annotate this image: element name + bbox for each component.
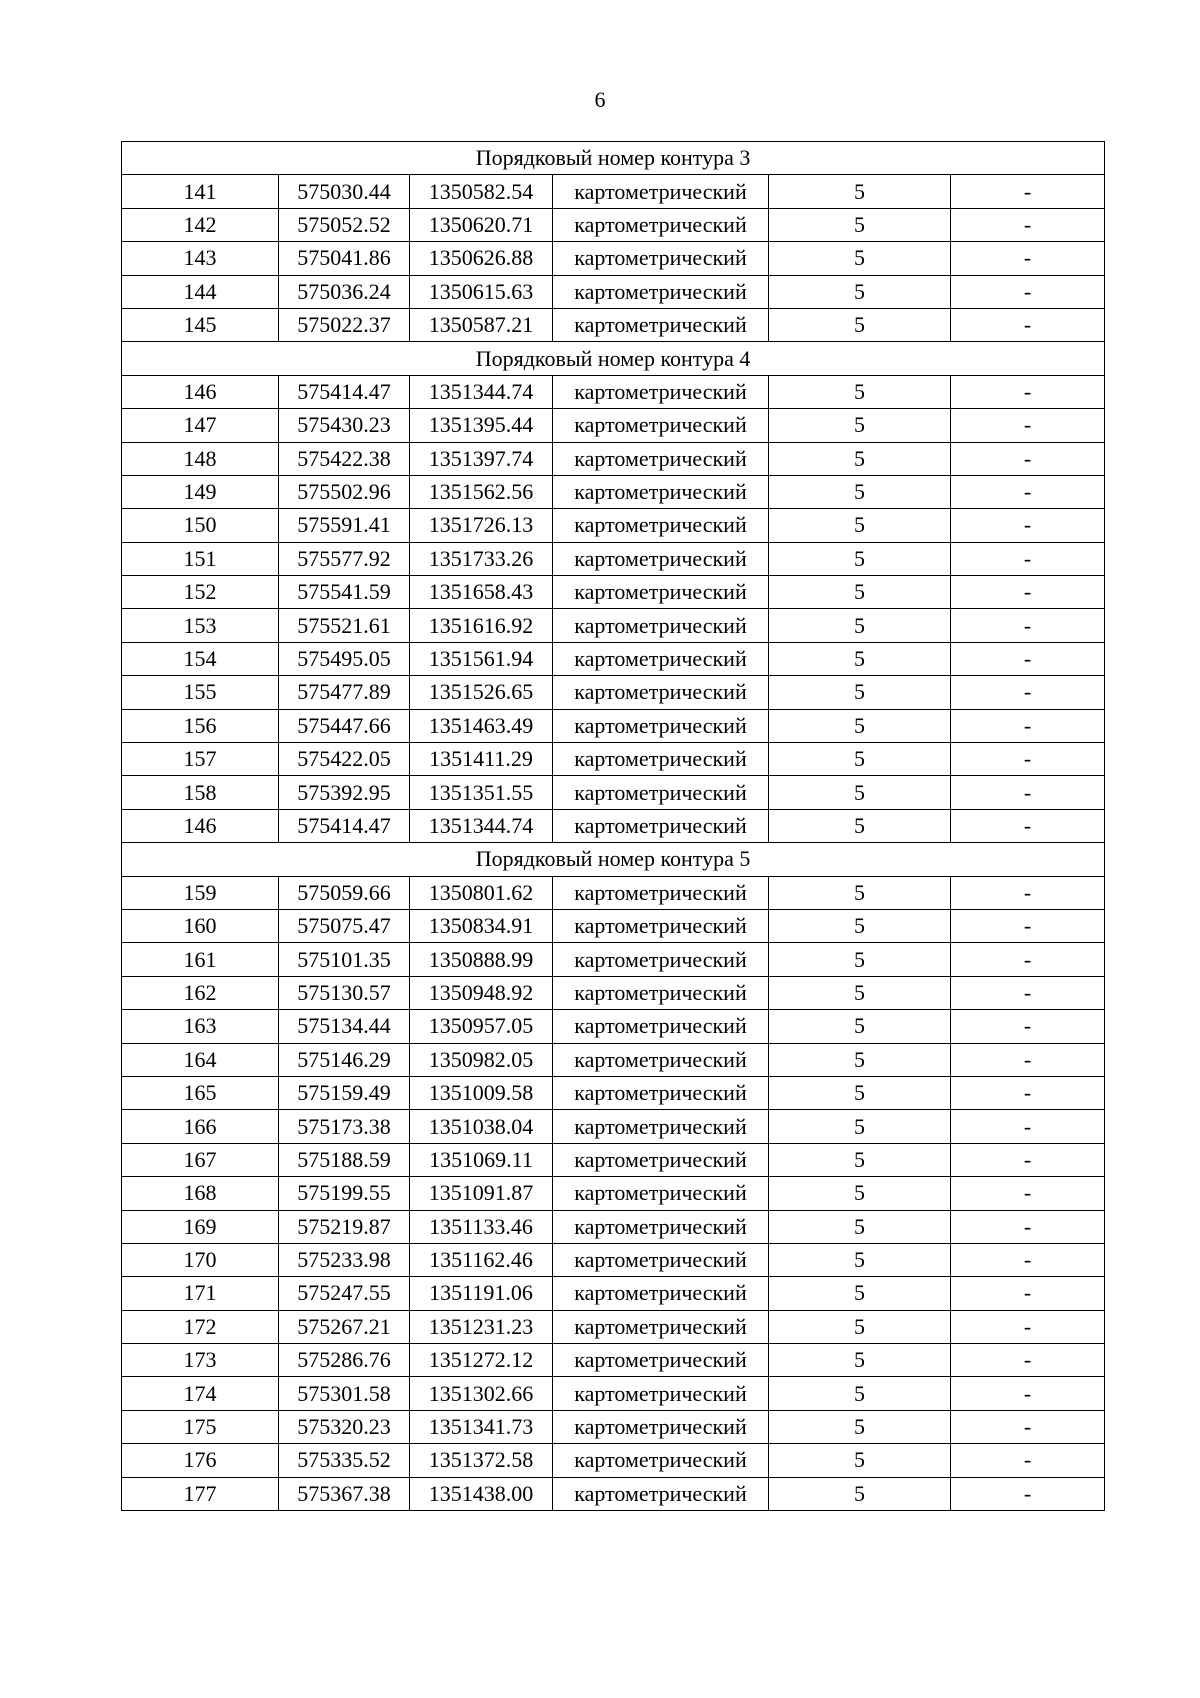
method-cell: картометрический bbox=[553, 375, 769, 408]
y-coordinate-cell: 1351372.58 bbox=[410, 1444, 553, 1477]
accuracy-cell: 5 bbox=[769, 1377, 951, 1410]
table-row bbox=[122, 1310, 1105, 1343]
x-coordinate-cell: 575188.59 bbox=[279, 1143, 410, 1176]
x-coordinate-cell: 575367.38 bbox=[279, 1477, 410, 1510]
description-cell: - bbox=[951, 275, 1105, 308]
contour-header: Порядковый номер контура 4 bbox=[122, 342, 1105, 375]
description-cell: - bbox=[951, 642, 1105, 675]
accuracy-cell: 5 bbox=[769, 1010, 951, 1043]
table-row bbox=[122, 943, 1105, 976]
table-row bbox=[122, 709, 1105, 742]
table-row bbox=[122, 1177, 1105, 1210]
y-coordinate-cell: 1350582.54 bbox=[410, 175, 553, 208]
accuracy-cell: 5 bbox=[769, 475, 951, 508]
point-number-cell: 146 bbox=[122, 809, 279, 842]
table-row bbox=[122, 1243, 1105, 1276]
description-cell: - bbox=[951, 1444, 1105, 1477]
description-cell: - bbox=[951, 1377, 1105, 1410]
x-coordinate-cell: 575502.96 bbox=[279, 475, 410, 508]
method-cell: картометрический bbox=[553, 576, 769, 609]
y-coordinate-cell: 1350957.05 bbox=[410, 1010, 553, 1043]
x-coordinate-cell: 575036.24 bbox=[279, 275, 410, 308]
y-coordinate-cell: 1350982.05 bbox=[410, 1043, 553, 1076]
y-coordinate-cell: 1351658.43 bbox=[410, 576, 553, 609]
accuracy-cell: 5 bbox=[769, 175, 951, 208]
description-cell: - bbox=[951, 809, 1105, 842]
y-coordinate-cell: 1351009.58 bbox=[410, 1076, 553, 1109]
accuracy-cell: 5 bbox=[769, 909, 951, 942]
table-row bbox=[122, 909, 1105, 942]
description-cell: - bbox=[951, 509, 1105, 542]
accuracy-cell: 5 bbox=[769, 576, 951, 609]
method-cell: картометрический bbox=[553, 442, 769, 475]
x-coordinate-cell: 575159.49 bbox=[279, 1076, 410, 1109]
accuracy-cell: 5 bbox=[769, 642, 951, 675]
y-coordinate-cell: 1351133.46 bbox=[410, 1210, 553, 1243]
description-cell: - bbox=[951, 1110, 1105, 1143]
x-coordinate-cell: 575075.47 bbox=[279, 909, 410, 942]
description-cell: - bbox=[951, 442, 1105, 475]
method-cell: картометрический bbox=[553, 642, 769, 675]
y-coordinate-cell: 1351038.04 bbox=[410, 1110, 553, 1143]
description-cell: - bbox=[951, 909, 1105, 942]
y-coordinate-cell: 1350801.62 bbox=[410, 876, 553, 909]
y-coordinate-cell: 1350626.88 bbox=[410, 242, 553, 275]
x-coordinate-cell: 575267.21 bbox=[279, 1310, 410, 1343]
x-coordinate-cell: 575477.89 bbox=[279, 676, 410, 709]
y-coordinate-cell: 1351231.23 bbox=[410, 1310, 553, 1343]
description-cell: - bbox=[951, 1210, 1105, 1243]
table-row bbox=[122, 642, 1105, 675]
accuracy-cell: 5 bbox=[769, 409, 951, 442]
x-coordinate-cell: 575541.59 bbox=[279, 576, 410, 609]
accuracy-cell: 5 bbox=[769, 208, 951, 241]
page-number: 6 bbox=[594, 87, 606, 112]
x-coordinate-cell: 575430.23 bbox=[279, 409, 410, 442]
contour-header-row bbox=[122, 342, 1105, 375]
method-cell: картометрический bbox=[553, 208, 769, 241]
accuracy-cell: 5 bbox=[769, 509, 951, 542]
point-number-cell: 152 bbox=[122, 576, 279, 609]
description-cell: - bbox=[951, 876, 1105, 909]
y-coordinate-cell: 1351561.94 bbox=[410, 642, 553, 675]
table-row bbox=[122, 809, 1105, 842]
accuracy-cell: 5 bbox=[769, 943, 951, 976]
accuracy-cell: 5 bbox=[769, 1444, 951, 1477]
accuracy-cell: 5 bbox=[769, 743, 951, 776]
method-cell: картометрический bbox=[553, 909, 769, 942]
description-cell: - bbox=[951, 1344, 1105, 1377]
description-cell: - bbox=[951, 1410, 1105, 1443]
y-coordinate-cell: 1350587.21 bbox=[410, 308, 553, 341]
method-cell: картометрический bbox=[553, 1310, 769, 1343]
table-row bbox=[122, 609, 1105, 642]
table-row bbox=[122, 1377, 1105, 1410]
accuracy-cell: 5 bbox=[769, 1143, 951, 1176]
table-row bbox=[122, 175, 1105, 208]
point-number-cell: 156 bbox=[122, 709, 279, 742]
point-number-cell: 149 bbox=[122, 475, 279, 508]
y-coordinate-cell: 1351091.87 bbox=[410, 1177, 553, 1210]
accuracy-cell: 5 bbox=[769, 1110, 951, 1143]
table-row bbox=[122, 1010, 1105, 1043]
method-cell: картометрический bbox=[553, 1444, 769, 1477]
x-coordinate-cell: 575041.86 bbox=[279, 242, 410, 275]
accuracy-cell: 5 bbox=[769, 308, 951, 341]
accuracy-cell: 5 bbox=[769, 1210, 951, 1243]
table-row bbox=[122, 542, 1105, 575]
accuracy-cell: 5 bbox=[769, 976, 951, 1009]
x-coordinate-cell: 575577.92 bbox=[279, 542, 410, 575]
y-coordinate-cell: 1350834.91 bbox=[410, 909, 553, 942]
table-row bbox=[122, 1143, 1105, 1176]
accuracy-cell: 5 bbox=[769, 609, 951, 642]
x-coordinate-cell: 575286.76 bbox=[279, 1344, 410, 1377]
accuracy-cell: 5 bbox=[769, 1243, 951, 1276]
description-cell: - bbox=[951, 576, 1105, 609]
method-cell: картометрический bbox=[553, 1110, 769, 1143]
y-coordinate-cell: 1351463.49 bbox=[410, 709, 553, 742]
table-row bbox=[122, 1277, 1105, 1310]
method-cell: картометрический bbox=[553, 876, 769, 909]
method-cell: картометрический bbox=[553, 275, 769, 308]
x-coordinate-cell: 575030.44 bbox=[279, 175, 410, 208]
table-row bbox=[122, 1344, 1105, 1377]
description-cell: - bbox=[951, 776, 1105, 809]
point-number-cell: 174 bbox=[122, 1377, 279, 1410]
point-number-cell: 153 bbox=[122, 609, 279, 642]
x-coordinate-cell: 575233.98 bbox=[279, 1243, 410, 1276]
contour-header: Порядковый номер контура 3 bbox=[122, 142, 1105, 175]
accuracy-cell: 5 bbox=[769, 1076, 951, 1109]
description-cell: - bbox=[951, 676, 1105, 709]
y-coordinate-cell: 1351616.92 bbox=[410, 609, 553, 642]
x-coordinate-cell: 575134.44 bbox=[279, 1010, 410, 1043]
x-coordinate-cell: 575101.35 bbox=[279, 943, 410, 976]
point-number-cell: 163 bbox=[122, 1010, 279, 1043]
point-number-cell: 164 bbox=[122, 1043, 279, 1076]
accuracy-cell: 5 bbox=[769, 275, 951, 308]
point-number-cell: 159 bbox=[122, 876, 279, 909]
accuracy-cell: 5 bbox=[769, 1177, 951, 1210]
description-cell: - bbox=[951, 375, 1105, 408]
y-coordinate-cell: 1351069.11 bbox=[410, 1143, 553, 1176]
x-coordinate-cell: 575422.05 bbox=[279, 743, 410, 776]
description-cell: - bbox=[951, 743, 1105, 776]
method-cell: картометрический bbox=[553, 1210, 769, 1243]
point-number-cell: 147 bbox=[122, 409, 279, 442]
table-row bbox=[122, 308, 1105, 341]
method-cell: картометрический bbox=[553, 809, 769, 842]
method-cell: картометрический bbox=[553, 509, 769, 542]
method-cell: картометрический bbox=[553, 475, 769, 508]
accuracy-cell: 5 bbox=[769, 1043, 951, 1076]
accuracy-cell: 5 bbox=[769, 1277, 951, 1310]
accuracy-cell: 5 bbox=[769, 1344, 951, 1377]
table-row bbox=[122, 1410, 1105, 1443]
method-cell: картометрический bbox=[553, 1377, 769, 1410]
method-cell: картометрический bbox=[553, 542, 769, 575]
y-coordinate-cell: 1351162.46 bbox=[410, 1243, 553, 1276]
point-number-cell: 157 bbox=[122, 743, 279, 776]
y-coordinate-cell: 1351272.12 bbox=[410, 1344, 553, 1377]
method-cell: картометрический bbox=[553, 409, 769, 442]
table-row bbox=[122, 1110, 1105, 1143]
x-coordinate-cell: 575130.57 bbox=[279, 976, 410, 1009]
contour-header: Порядковый номер контура 5 bbox=[122, 843, 1105, 876]
table-row bbox=[122, 275, 1105, 308]
table-row bbox=[122, 509, 1105, 542]
description-cell: - bbox=[951, 1277, 1105, 1310]
contour-header-row bbox=[122, 843, 1105, 876]
description-cell: - bbox=[951, 542, 1105, 575]
method-cell: картометрический bbox=[553, 308, 769, 341]
table-row bbox=[122, 1477, 1105, 1510]
table-row bbox=[122, 776, 1105, 809]
description-cell: - bbox=[951, 242, 1105, 275]
accuracy-cell: 5 bbox=[769, 876, 951, 909]
y-coordinate-cell: 1351395.44 bbox=[410, 409, 553, 442]
point-number-cell: 145 bbox=[122, 308, 279, 341]
point-number-cell: 166 bbox=[122, 1110, 279, 1143]
point-number-cell: 148 bbox=[122, 442, 279, 475]
method-cell: картометрический bbox=[553, 1277, 769, 1310]
method-cell: картометрический bbox=[553, 1243, 769, 1276]
y-coordinate-cell: 1351351.55 bbox=[410, 776, 553, 809]
point-number-cell: 151 bbox=[122, 542, 279, 575]
accuracy-cell: 5 bbox=[769, 242, 951, 275]
accuracy-cell: 5 bbox=[769, 1410, 951, 1443]
x-coordinate-cell: 575392.95 bbox=[279, 776, 410, 809]
y-coordinate-cell: 1351438.00 bbox=[410, 1477, 553, 1510]
method-cell: картометрический bbox=[553, 676, 769, 709]
description-cell: - bbox=[951, 709, 1105, 742]
point-number-cell: 162 bbox=[122, 976, 279, 1009]
method-cell: картометрический bbox=[553, 1043, 769, 1076]
table-row bbox=[122, 1076, 1105, 1109]
y-coordinate-cell: 1351733.26 bbox=[410, 542, 553, 575]
method-cell: картометрический bbox=[553, 1344, 769, 1377]
description-cell: - bbox=[951, 308, 1105, 341]
y-coordinate-cell: 1351344.74 bbox=[410, 375, 553, 408]
table-row bbox=[122, 743, 1105, 776]
description-cell: - bbox=[951, 1010, 1105, 1043]
y-coordinate-cell: 1351397.74 bbox=[410, 442, 553, 475]
description-cell: - bbox=[951, 208, 1105, 241]
x-coordinate-cell: 575052.52 bbox=[279, 208, 410, 241]
description-cell: - bbox=[951, 1143, 1105, 1176]
accuracy-cell: 5 bbox=[769, 375, 951, 408]
point-number-cell: 173 bbox=[122, 1344, 279, 1377]
y-coordinate-cell: 1351302.66 bbox=[410, 1377, 553, 1410]
description-cell: - bbox=[951, 1477, 1105, 1510]
x-coordinate-cell: 575173.38 bbox=[279, 1110, 410, 1143]
y-coordinate-cell: 1351526.65 bbox=[410, 676, 553, 709]
x-coordinate-cell: 575414.47 bbox=[279, 375, 410, 408]
method-cell: картометрический bbox=[553, 776, 769, 809]
coordinates-table-body bbox=[122, 142, 1105, 1511]
table-row bbox=[122, 409, 1105, 442]
table-row bbox=[122, 676, 1105, 709]
description-cell: - bbox=[951, 1177, 1105, 1210]
x-coordinate-cell: 575414.47 bbox=[279, 809, 410, 842]
point-number-cell: 150 bbox=[122, 509, 279, 542]
y-coordinate-cell: 1351562.56 bbox=[410, 475, 553, 508]
table-row bbox=[122, 442, 1105, 475]
coordinates-table bbox=[121, 141, 1105, 1511]
x-coordinate-cell: 575495.05 bbox=[279, 642, 410, 675]
description-cell: - bbox=[951, 409, 1105, 442]
description-cell: - bbox=[951, 475, 1105, 508]
table-row bbox=[122, 576, 1105, 609]
description-cell: - bbox=[951, 609, 1105, 642]
point-number-cell: 146 bbox=[122, 375, 279, 408]
method-cell: картометрический bbox=[553, 609, 769, 642]
x-coordinate-cell: 575422.38 bbox=[279, 442, 410, 475]
x-coordinate-cell: 575146.29 bbox=[279, 1043, 410, 1076]
point-number-cell: 176 bbox=[122, 1444, 279, 1477]
point-number-cell: 155 bbox=[122, 676, 279, 709]
accuracy-cell: 5 bbox=[769, 709, 951, 742]
method-cell: картометрический bbox=[553, 943, 769, 976]
x-coordinate-cell: 575059.66 bbox=[279, 876, 410, 909]
method-cell: картометрический bbox=[553, 709, 769, 742]
x-coordinate-cell: 575219.87 bbox=[279, 1210, 410, 1243]
y-coordinate-cell: 1351344.74 bbox=[410, 809, 553, 842]
y-coordinate-cell: 1350615.63 bbox=[410, 275, 553, 308]
method-cell: картометрический bbox=[553, 1410, 769, 1443]
table-row bbox=[122, 475, 1105, 508]
table-row bbox=[122, 208, 1105, 241]
y-coordinate-cell: 1351726.13 bbox=[410, 509, 553, 542]
point-number-cell: 158 bbox=[122, 776, 279, 809]
accuracy-cell: 5 bbox=[769, 809, 951, 842]
x-coordinate-cell: 575199.55 bbox=[279, 1177, 410, 1210]
x-coordinate-cell: 575320.23 bbox=[279, 1410, 410, 1443]
x-coordinate-cell: 575521.61 bbox=[279, 609, 410, 642]
point-number-cell: 142 bbox=[122, 208, 279, 241]
accuracy-cell: 5 bbox=[769, 542, 951, 575]
method-cell: картометрический bbox=[553, 242, 769, 275]
point-number-cell: 168 bbox=[122, 1177, 279, 1210]
point-number-cell: 167 bbox=[122, 1143, 279, 1176]
y-coordinate-cell: 1351191.06 bbox=[410, 1277, 553, 1310]
accuracy-cell: 5 bbox=[769, 442, 951, 475]
point-number-cell: 171 bbox=[122, 1277, 279, 1310]
point-number-cell: 143 bbox=[122, 242, 279, 275]
y-coordinate-cell: 1351411.29 bbox=[410, 743, 553, 776]
contour-header-row bbox=[122, 142, 1105, 175]
y-coordinate-cell: 1351341.73 bbox=[410, 1410, 553, 1443]
method-cell: картометрический bbox=[553, 175, 769, 208]
table-row bbox=[122, 1210, 1105, 1243]
x-coordinate-cell: 575301.58 bbox=[279, 1377, 410, 1410]
method-cell: картометрический bbox=[553, 1143, 769, 1176]
point-number-cell: 154 bbox=[122, 642, 279, 675]
description-cell: - bbox=[951, 1310, 1105, 1343]
point-number-cell: 172 bbox=[122, 1310, 279, 1343]
accuracy-cell: 5 bbox=[769, 776, 951, 809]
table-row bbox=[122, 1043, 1105, 1076]
accuracy-cell: 5 bbox=[769, 1310, 951, 1343]
x-coordinate-cell: 575335.52 bbox=[279, 1444, 410, 1477]
point-number-cell: 141 bbox=[122, 175, 279, 208]
method-cell: картометрический bbox=[553, 1010, 769, 1043]
accuracy-cell: 5 bbox=[769, 676, 951, 709]
x-coordinate-cell: 575447.66 bbox=[279, 709, 410, 742]
y-coordinate-cell: 1350888.99 bbox=[410, 943, 553, 976]
description-cell: - bbox=[951, 1043, 1105, 1076]
description-cell: - bbox=[951, 1243, 1105, 1276]
description-cell: - bbox=[951, 943, 1105, 976]
point-number-cell: 160 bbox=[122, 909, 279, 942]
table-row bbox=[122, 375, 1105, 408]
description-cell: - bbox=[951, 976, 1105, 1009]
point-number-cell: 144 bbox=[122, 275, 279, 308]
table-row bbox=[122, 876, 1105, 909]
description-cell: - bbox=[951, 1076, 1105, 1109]
point-number-cell: 175 bbox=[122, 1410, 279, 1443]
method-cell: картометрический bbox=[553, 1477, 769, 1510]
y-coordinate-cell: 1350620.71 bbox=[410, 208, 553, 241]
method-cell: картометрический bbox=[553, 1177, 769, 1210]
point-number-cell: 169 bbox=[122, 1210, 279, 1243]
description-cell: - bbox=[951, 175, 1105, 208]
method-cell: картометрический bbox=[553, 1076, 769, 1109]
y-coordinate-cell: 1350948.92 bbox=[410, 976, 553, 1009]
point-number-cell: 161 bbox=[122, 943, 279, 976]
table-row bbox=[122, 1444, 1105, 1477]
method-cell: картометрический bbox=[553, 976, 769, 1009]
point-number-cell: 170 bbox=[122, 1243, 279, 1276]
x-coordinate-cell: 575022.37 bbox=[279, 308, 410, 341]
x-coordinate-cell: 575591.41 bbox=[279, 509, 410, 542]
method-cell: картометрический bbox=[553, 743, 769, 776]
table-row bbox=[122, 242, 1105, 275]
point-number-cell: 165 bbox=[122, 1076, 279, 1109]
table-row bbox=[122, 976, 1105, 1009]
point-number-cell: 177 bbox=[122, 1477, 279, 1510]
accuracy-cell: 5 bbox=[769, 1477, 951, 1510]
x-coordinate-cell: 575247.55 bbox=[279, 1277, 410, 1310]
